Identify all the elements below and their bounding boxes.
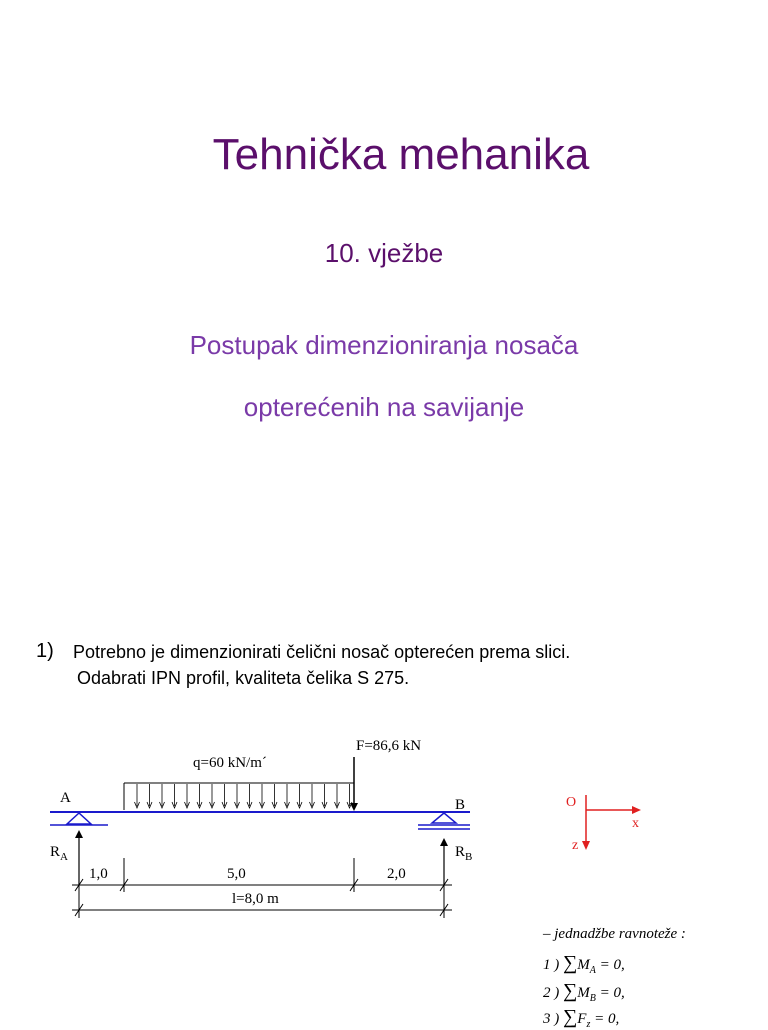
- dimension-2: 5,0: [227, 866, 246, 882]
- topic-line-1: Postupak dimenzioniranja nosača: [189, 330, 579, 360]
- load-arrows: [135, 784, 353, 808]
- distributed-load: [124, 783, 354, 810]
- support-a-pin: [50, 813, 108, 825]
- total-length: l=8,0 m: [232, 891, 279, 907]
- load-label: q=60 kN/m´: [193, 755, 267, 771]
- support-a-label: A: [60, 790, 71, 806]
- slide-subtitle: 10. vježbe: [324, 238, 444, 268]
- task-text-line-1: Potrebno je dimenzionirati čelični nosač opterećen prema slici.: [73, 642, 571, 662]
- force-label: F=86,6 kN: [356, 738, 422, 754]
- topic-line-2: opterećenih na savijanje: [243, 392, 525, 422]
- axis-x-label: x: [632, 816, 639, 831]
- reaction-a-label: $R_A$: [50, 844, 68, 863]
- equilibrium-heading: – jednadžbe ravnoteže :: [543, 926, 686, 942]
- dimension-3: 2,0: [387, 866, 406, 882]
- support-b-label: B: [455, 797, 466, 813]
- equation-3: 3 ) $\sum F_z = 0$,: [543, 1006, 620, 1030]
- reaction-b-label: $R_B$: [455, 844, 473, 863]
- equation-2: 2 ) $\sum M_B = 0$,: [543, 980, 625, 1004]
- task-number: 1): [36, 640, 54, 662]
- task-text-line-2: Odabrati IPN profil, kvaliteta čelika S 275.: [77, 668, 410, 688]
- support-b-roller: [418, 813, 470, 829]
- axis-z-label: z: [572, 838, 579, 853]
- dimension-1: 1,0: [89, 866, 108, 882]
- slide-title: Tehnička mehanika: [212, 130, 590, 179]
- equation-1: 1 ) $\sum M_A = 0$,: [543, 952, 625, 976]
- axis-origin-label: O: [566, 795, 577, 810]
